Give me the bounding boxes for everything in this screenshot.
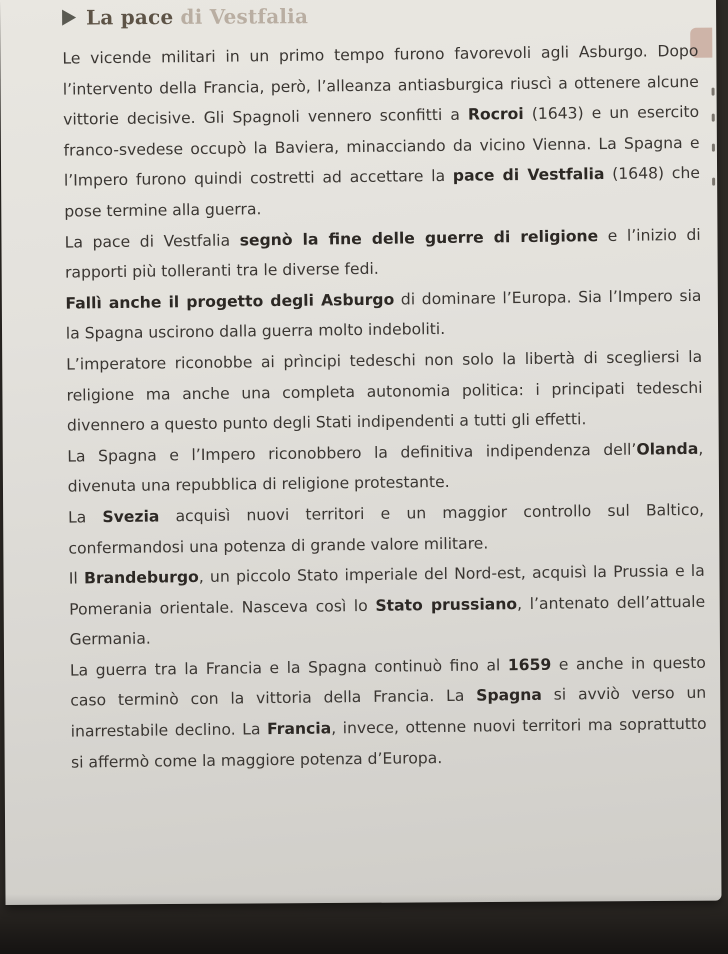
bold-term: Rocroi xyxy=(467,105,524,124)
text-run: La xyxy=(67,508,103,527)
text-run: di dominare l’Europa. Sia l’Impero sia la Spagna uscirono dalla guerra molto indeboliti. xyxy=(65,286,702,343)
paragraph xyxy=(65,281,702,350)
text-run: , invece, ottenne nuovi territori ma soprattutto si affermò come la maggiore potenza d’Europa. xyxy=(70,714,707,772)
bold-term: 1659 xyxy=(507,655,552,675)
text-run: La guerra tra la Francia e la Spagna continuò fino al xyxy=(69,656,508,680)
paragraph xyxy=(66,342,703,442)
paragraph xyxy=(62,36,700,227)
text-run: Le vicende militari in un primo tempo furono favorevoli agli Asburgo. Dopo l’intervento della Francia, però, l’alleanza antiasburgica riuscì a ottenere alcune vittorie decisive. Gli Spagnoli vennero sconfitti a xyxy=(62,41,699,129)
bold-term: Svezia xyxy=(102,507,160,527)
body-text xyxy=(62,36,707,778)
text-run: si avviò verso un inarrestabile declino. La xyxy=(70,684,707,741)
text-run: Il xyxy=(68,569,85,588)
text-run: La Spagna e l’Impero riconobbero la definitiva indipendenza dell’ xyxy=(67,440,637,466)
text-run: acquisì nuovi territori e un maggior controllo sul Baltico, confermandosi una potenza di grande valore militare. xyxy=(68,500,705,558)
section-title xyxy=(86,4,308,29)
bold-term: Fallì anche il progetto degli Asburgo xyxy=(65,290,395,313)
text-run: , divenuta una repubblica di religione protestante. xyxy=(67,439,704,496)
section-title-main: La pace xyxy=(86,4,174,30)
text-run: , un piccolo Stato imperiale del Nord-est, acquisì la Prussia e la Pomerania orientale. Nasceva così lo xyxy=(69,561,705,619)
paragraph xyxy=(67,434,704,503)
bold-term: Brandeburgo xyxy=(83,568,199,588)
margin-marks xyxy=(709,88,716,208)
text-run: , l’antenato dell’attuale Germania. xyxy=(69,592,706,649)
paragraph xyxy=(68,495,705,564)
paragraph xyxy=(70,648,707,778)
text-run: e l’inizio di rapporti più tolleranti tra le diverse fedi. xyxy=(64,225,701,282)
text-run: La pace di Vestfalia xyxy=(64,231,240,252)
triangle-bullet-icon xyxy=(62,10,76,26)
bold-term: Spagna xyxy=(476,686,542,706)
text-run: (1643) e un esercito franco-svedese occupò la Baviera, minacciando da vicino Vienna. La Spagna e l’Impero furono quindi costretti ad accettare la xyxy=(63,103,700,190)
bold-term: Francia xyxy=(266,719,332,739)
text-run: L’imperatore riconobbe ai prìncipi tedeschi non solo la libertà di scegliersi la religione ma anche una completa autonomia politica: i principati tedeschi divennero a questo punto degli Stati indipendenti a tutti gli effetti. xyxy=(66,347,703,435)
bold-term: Olanda xyxy=(636,439,699,459)
paragraph xyxy=(65,219,702,288)
background-shadow xyxy=(0,894,728,954)
section-title-rest: di Vestfalia xyxy=(173,4,309,29)
text-run: e anche in questo caso terminò con la vittoria della Francia. La xyxy=(70,653,707,711)
paragraph xyxy=(69,556,706,656)
section-heading xyxy=(62,4,308,30)
bold-term: segnò la fine delle guerre di religione xyxy=(239,226,599,250)
bold-term: pace di Vestfalia xyxy=(452,165,605,186)
text-run: (1648) che pose termine alla guerra. xyxy=(64,164,701,221)
bold-term: Stato prussiano xyxy=(375,594,518,615)
